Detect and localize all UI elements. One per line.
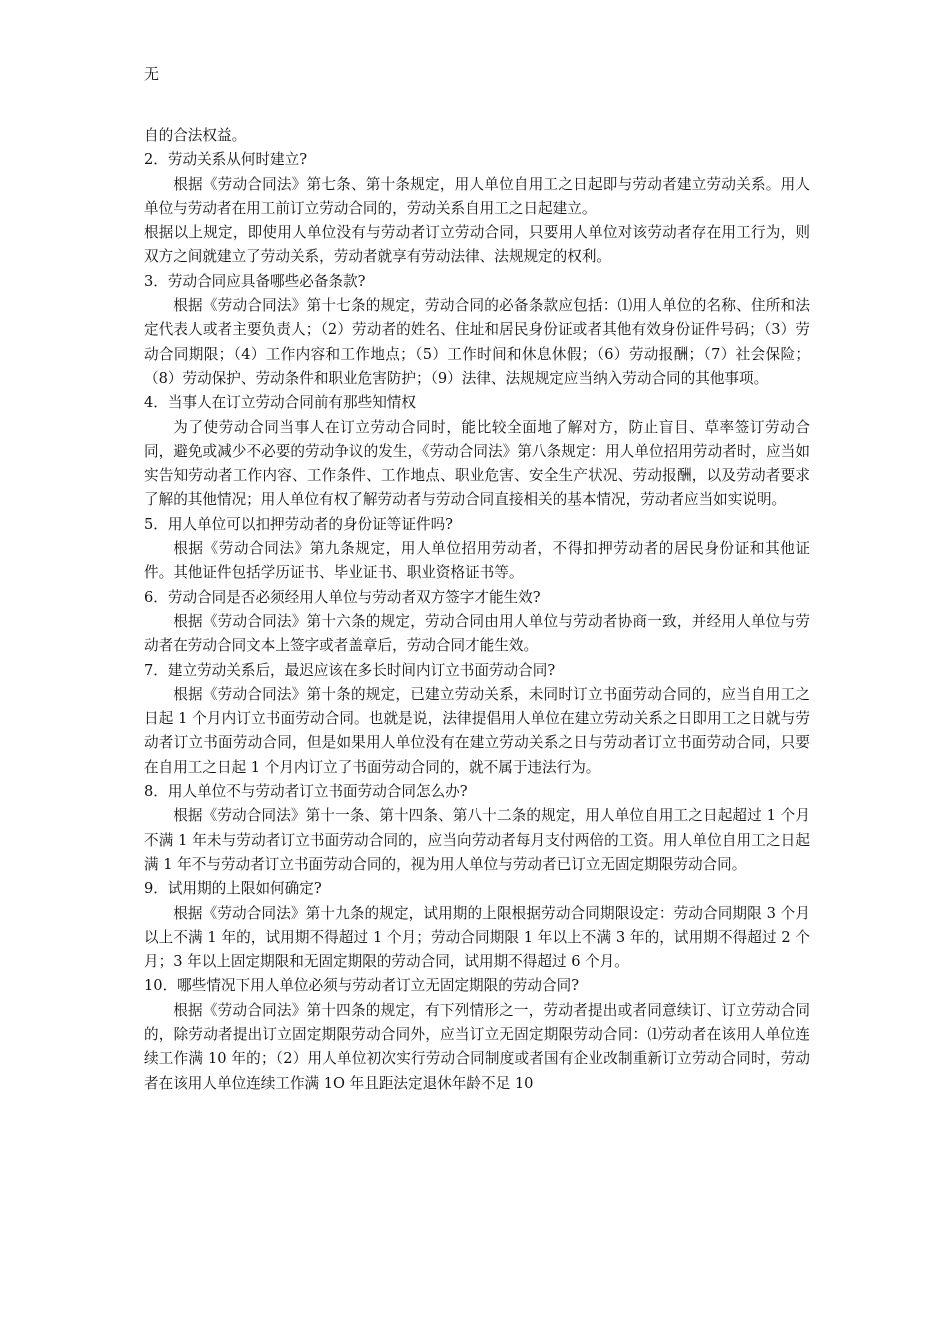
question-heading: 3．劳动合同应具备哪些必备条款?	[144, 272, 366, 290]
paragraph: 根据以上规定，即使用人单位没有与劳动者订立劳动合同，只要用人单位对该劳动者存在用工行为，则双方之间就建立了劳动关系，劳动者就享有劳动法律、法规规定的权利。	[144, 224, 810, 266]
question-heading: 9．试用期的上限如何确定?	[144, 880, 322, 898]
paragraph: 为了使劳动合同当事人在订立劳动合同时，能比较全面地了解对方，防止盲目、草率签订劳动合同，避免或减少不必要的劳动争议的发生，《劳动合同法》第八条规定：用人单位招用劳动者时，应当如实告知劳动者工作内容、工作条件、工作地点、职业危害、安全生产状况、劳动报酬，以及劳动者要求了解的其他情况；用人单位有权了解劳动者与劳动合同直接相关的基本情况，劳动者应当如实说明。	[144, 418, 810, 509]
paragraph: 根据《劳动合同法》第十九条的规定，试用期的上限根据劳动合同期限设定：劳动合同期限 3 个月以上不满 1 年的，试用期不得超过 1 个月；劳动合同期限 1 年以上不满 3 年的，试用期不得超过 2 个月；3 年以上固定期限和无固定期限的劳动合同，试用期不得超过 6 个月。	[144, 904, 810, 971]
paragraph: 根据《劳动合同法》第十条的规定，已建立劳动关系，未同时订立书面劳动合同的，应当自用工之日起 1 个月内订立书面劳动合同。也就是说，法律提倡用人单位在建立劳动关系之日即用工之日就与劳动者订立书面劳动合同，但是如果用人单位没有在建立劳动关系之日与劳动者订立书面劳动合同，只要在自用工之日起 1 个月内订立了书面劳动合同的，就不属于违法行为。	[144, 685, 810, 776]
paragraph: 根据《劳动合同法》第七条、第十条规定，用人单位自用工之日起即与劳动者建立劳动关系。用人单位与劳动者在用工前订立劳动合同的，劳动关系自用工之日起建立。	[144, 175, 810, 217]
question-heading: 6．劳动合同是否必须经用人单位与劳动者双方签字才能生效?	[144, 588, 541, 606]
paragraph: 自的合法权益。	[144, 127, 247, 144]
document-body	[144, 124, 810, 1096]
paragraph: 根据《劳动合同法》第十四条的规定，有下列情形之一，劳动者提出或者同意续订、订立劳动合同的，除劳动者提出订立固定期限劳动合同外，应当订立无固定期限劳动合同：⑴劳动者在该用人单位连续工作满 10 年的；（2）用人单位初次实行劳动合同制度或者国有企业改制重新订立劳动合同时，劳动者在该用人单位连续工作满 1O 年且距法定退休年龄不足 10	[144, 1001, 810, 1092]
question-heading: 7．建立劳动关系后，最迟应该在多长时间内订立书面劳动合同?	[144, 661, 556, 679]
question-heading: 2．劳动关系从何时建立?	[144, 151, 308, 169]
page-header: 无	[144, 65, 160, 83]
question-heading: 8．用人单位不与劳动者订立书面劳动合同怎么办?	[144, 783, 468, 801]
paragraph: 根据《劳动合同法》第九条规定，用人单位招用劳动者，不得扣押劳动者的居民身份证和其他证件。其他证件包括学历证书、毕业证书、职业资格证书等。	[144, 540, 810, 582]
question-heading: 5．用人单位可以扣押劳动者的身份证等证件吗?	[144, 515, 453, 533]
paragraph: 根据《劳动合同法》第十七条的规定，劳动合同的必备条款应包括：⑴用人单位的名称、住所和法定代表人或者主要负责人；（2）劳动者的姓名、住址和居民身份证或者其他有效身份证件号码；（3）劳动合同期限；（4）工作内容和工作地点；（5）工作时间和休息休假；（6）劳动报酬；（7）社会保险；（8）劳动保护、劳动条件和职业危害防护；（9）法律、法规规定应当纳入劳动合同的其他事项。	[144, 297, 810, 387]
question-heading: 10．哪些情况下用人单位必须与劳动者订立无固定期限的劳动合同?	[144, 977, 580, 995]
paragraph: 根据《劳动合同法》第十一条、第十四条、第八十二条的规定，用人单位自用工之日起超过 1 个月不满 1 年未与劳动者订立书面劳动合同的，应当向劳动者每月支付两倍的工资。用人单位自用工之日起满 1 年不与劳动者订立书面劳动合同的，视为用人单位与劳动者已订立无固定期限劳动合同。	[144, 807, 810, 873]
paragraph: 根据《劳动合同法》第十六条的规定，劳动合同由用人单位与劳动者协商一致，并经用人单位与劳动者在劳动合同文本上签字或者盖章后，劳动合同才能生效。	[144, 612, 810, 655]
question-heading: 4．当事人在订立劳动合同前有那些知情权	[144, 394, 416, 412]
